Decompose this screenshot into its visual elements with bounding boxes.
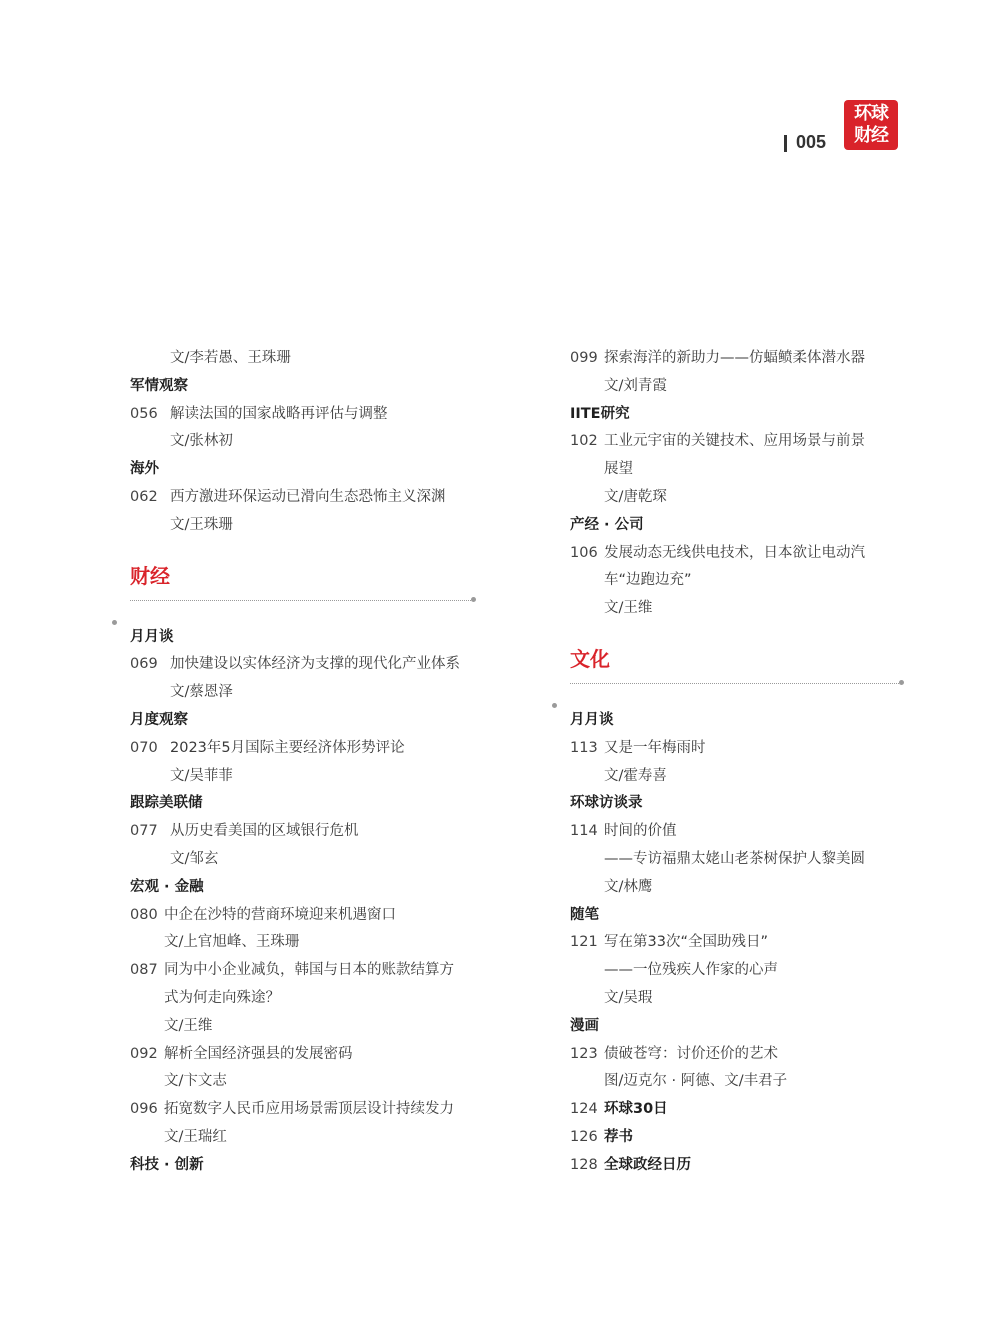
toc-page-number: 128 <box>570 1156 598 1173</box>
page-header <box>784 100 904 160</box>
toc-page-number: 114 <box>570 823 598 840</box>
toc-article-title: 拓宽数字人民币应用场景需顶层设计持续发力 <box>164 1101 454 1118</box>
toc-page-number: 092 <box>130 1045 158 1062</box>
toc-entry[interactable] <box>130 957 520 985</box>
toc-article-title: 中企在沙特的营商环境迎来机遇窗口 <box>164 906 396 923</box>
section-title: 文化 <box>570 646 610 671</box>
toc-article-title: 解读法国的国家战略再评估与调整 <box>170 405 388 422</box>
toc-page-number: 069 <box>130 656 158 673</box>
toc-entry[interactable] <box>570 345 930 373</box>
toc-author: 图/迈克尔 · 阿德、文/丰君子 <box>604 1073 788 1090</box>
toc-article-title: 解析全国经济强县的发展密码 <box>164 1045 353 1062</box>
section-divider <box>130 600 475 601</box>
toc-article-title: 从历史看美国的区域银行危机 <box>170 823 359 840</box>
page-number-marker <box>784 135 787 152</box>
section-divider <box>570 683 903 684</box>
toc-category: 随笔 <box>570 906 599 923</box>
toc-page-number: 113 <box>570 739 598 756</box>
toc-entry[interactable] <box>130 651 520 679</box>
toc-author: 文/邹玄 <box>170 850 219 867</box>
divider-dot <box>112 620 117 625</box>
toc-category: 跟踪美联储 <box>130 795 203 812</box>
toc-page-number: 123 <box>570 1045 598 1062</box>
toc-entry[interactable] <box>570 929 930 957</box>
toc-author: 文/卞文志 <box>164 1073 227 1090</box>
toc-entry[interactable] <box>130 1041 520 1069</box>
toc-entry[interactable] <box>570 1096 930 1124</box>
toc-article-subtitle: ——专访福鼎太姥山老茶树保护人黎美圆 <box>604 850 865 867</box>
toc-author: 文/李若愚、王珠珊 <box>170 350 291 366</box>
toc-author: 文/王瑞红 <box>164 1128 227 1145</box>
toc-author: 文/吴菲菲 <box>170 767 233 784</box>
toc-article-title-continued: 车“边跑边充” <box>604 572 692 589</box>
toc-right-column <box>570 345 930 1180</box>
toc-article-title: 环球30日 <box>604 1101 668 1118</box>
divider-dot <box>552 703 557 708</box>
toc-page-number: 102 <box>570 433 598 450</box>
toc-author: 文/刘青霞 <box>604 377 667 394</box>
toc-author: 文/王珠珊 <box>170 516 233 533</box>
toc-category: 海外 <box>130 461 159 478</box>
toc-author: 文/王维 <box>604 600 653 617</box>
toc-page-number: 056 <box>130 405 158 422</box>
toc-article-title: 全球政经日历 <box>604 1156 691 1173</box>
toc-author: 文/蔡恩泽 <box>170 684 233 701</box>
toc-category: 科技 · 创新 <box>130 1156 204 1173</box>
toc-page-number: 124 <box>570 1101 598 1118</box>
section-title: 财经 <box>130 563 170 588</box>
toc-page-number: 106 <box>570 544 598 561</box>
logo-text-line2: 财经 <box>854 125 888 146</box>
toc-article-title: 荐书 <box>604 1128 633 1145</box>
toc-author: 文/王维 <box>164 1017 213 1034</box>
toc-category: 军情观察 <box>130 377 188 394</box>
toc-entry[interactable] <box>130 484 520 512</box>
toc-article-title-continued: 展望 <box>604 461 633 478</box>
toc-article-title: 2023年5月国际主要经济体形势评论 <box>170 739 405 756</box>
toc-article-title: 又是一年梅雨时 <box>604 739 706 756</box>
toc-author: 文/吴瑕 <box>604 989 653 1006</box>
toc-category: IITE研究 <box>570 405 630 422</box>
toc-category: 月月谈 <box>130 628 174 645</box>
toc-article-title: 西方激进环保运动已滑向生态恐怖主义深渊 <box>170 488 446 505</box>
toc-left-column <box>130 345 520 1180</box>
toc-article-title-continued: 式为何走向殊途？ <box>164 989 280 1006</box>
toc-article-title: 写在第33次“全国助残日” <box>604 934 768 951</box>
toc-entry[interactable] <box>570 818 930 846</box>
toc-article-title: 工业元宇宙的关键技术、应用场景与前景 <box>604 433 865 450</box>
page-number: 005 <box>796 132 827 152</box>
toc-category: 月度观察 <box>130 711 188 728</box>
toc-article-title: 时间的价值 <box>604 823 677 840</box>
toc-entry[interactable] <box>570 1124 930 1152</box>
logo-text-line1: 环球 <box>854 103 888 124</box>
toc-page-number: 126 <box>570 1128 598 1145</box>
divider-dot <box>471 597 476 602</box>
section-header-culture <box>570 623 930 707</box>
toc-article-title: 探索海洋的新助力——仿蝠鲼柔体潜水器 <box>604 350 865 366</box>
toc-entry[interactable] <box>130 401 520 429</box>
toc-page-number: 087 <box>130 962 158 979</box>
section-header-finance <box>130 540 520 624</box>
toc-page-number: 070 <box>130 739 158 756</box>
toc-page-number: 077 <box>130 823 158 840</box>
toc-category: 漫画 <box>570 1017 599 1034</box>
toc-entry[interactable] <box>570 735 930 763</box>
toc-page-number: 096 <box>130 1101 158 1118</box>
toc-entry[interactable] <box>130 1096 520 1124</box>
toc-author: 文/张林初 <box>170 433 233 450</box>
toc-page-number: 099 <box>570 350 598 366</box>
magazine-logo-seal <box>844 100 898 150</box>
toc-category: 宏观 · 金融 <box>130 878 204 895</box>
toc-category: 月月谈 <box>570 711 614 728</box>
toc-entry[interactable] <box>130 818 520 846</box>
toc-author: 文/上官旭峰、王珠珊 <box>164 934 300 951</box>
toc-page-number: 062 <box>130 488 158 505</box>
toc-category: 环球访谈录 <box>570 795 643 812</box>
divider-dot <box>899 680 904 685</box>
toc-page-number: 121 <box>570 934 598 951</box>
toc-article-subtitle: ——一位残疾人作家的心声 <box>604 962 778 979</box>
toc-author: 文/唐乾琛 <box>604 488 667 505</box>
toc-author: 文/霍寿喜 <box>604 767 667 784</box>
toc-article-title: 同为中小企业减负，韩国与日本的账款结算方 <box>164 962 454 979</box>
toc-author: 文/林鹰 <box>604 878 653 895</box>
toc-article-title: 债破苍穹：讨价还价的艺术 <box>604 1045 778 1062</box>
toc-article-title: 加快建设以实体经济为支撑的现代化产业体系 <box>170 656 460 673</box>
toc-article-title: 发展动态无线供电技术，日本欲让电动汽 <box>604 544 865 561</box>
toc-entry[interactable] <box>570 540 930 568</box>
toc-page-number: 080 <box>130 906 158 923</box>
toc-entry[interactable] <box>130 735 520 763</box>
toc-entry[interactable] <box>570 428 930 456</box>
toc-category: 产经 · 公司 <box>570 516 644 533</box>
toc-entry[interactable] <box>570 1041 930 1069</box>
toc-entry[interactable] <box>130 902 520 930</box>
toc-entry[interactable] <box>570 1152 930 1180</box>
